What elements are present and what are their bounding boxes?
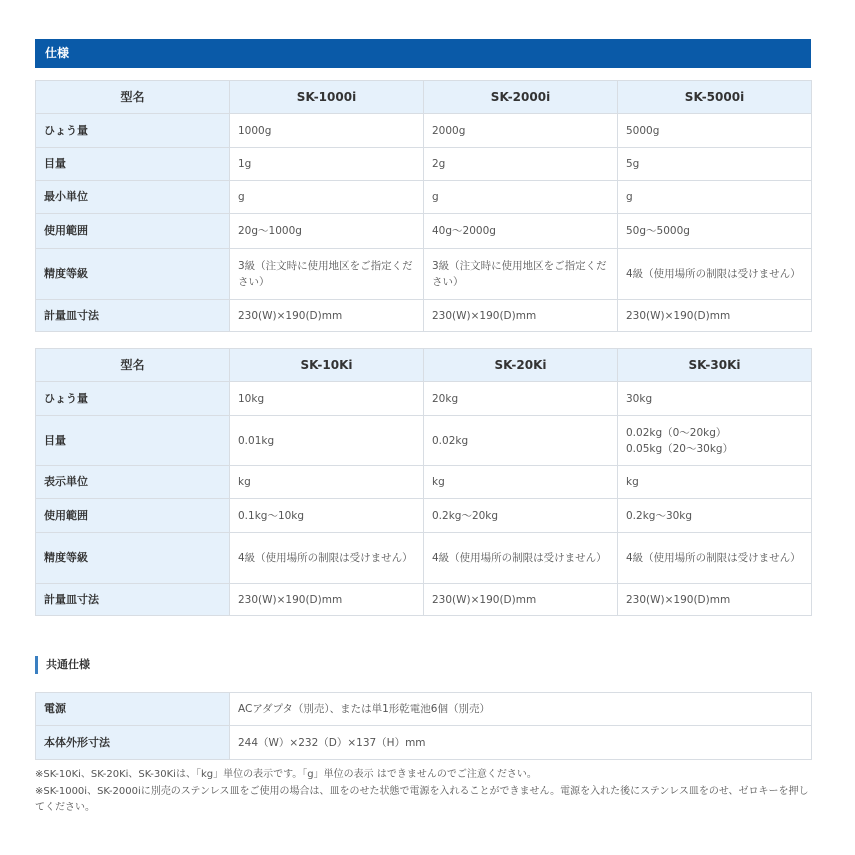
common-spec-table <box>35 692 812 760</box>
section-title: 仕様 <box>45 46 70 60</box>
row-label: 計量皿寸法 <box>36 584 230 616</box>
row-label: 目量 <box>36 416 230 466</box>
table-cell: 50g〜5000g <box>618 214 812 249</box>
table-cell: 1g <box>230 148 424 181</box>
common-spec-heading <box>35 656 90 674</box>
table-cell: 0.02kg <box>424 416 618 466</box>
row-label: 計量皿寸法 <box>36 300 230 332</box>
note-text: ※SK-1000i、SK-2000iに別売のステンレス皿をご使用の場合は、皿をのせた状態で電源を入れることができません。電源を入れた後にステンレス皿をのせ、ゼロキーを押してください。 <box>35 786 809 813</box>
table-cell: kg <box>230 466 424 499</box>
table-cell: 0.2kg〜30kg <box>618 499 812 533</box>
row-label: 使用範囲 <box>36 214 230 249</box>
table-cell: kg <box>424 466 618 499</box>
header-cell: SK-2000i <box>424 81 618 114</box>
header-cell: 型名 <box>36 349 230 382</box>
header-cell: SK-30Ki <box>618 349 812 382</box>
table-header-row <box>36 81 812 114</box>
table-row <box>36 693 812 726</box>
table-row <box>36 300 812 332</box>
table-cell: 1000g <box>230 114 424 148</box>
table-cell: 20g〜1000g <box>230 214 424 249</box>
table-cell: 0.2kg〜20kg <box>424 499 618 533</box>
table-cell: 3級（注文時に使用地区をご指定ください） <box>424 249 618 300</box>
table-row <box>36 584 812 616</box>
table-cell: 40g〜2000g <box>424 214 618 249</box>
table-row <box>36 148 812 181</box>
table-cell: 3級（注文時に使用地区をご指定ください） <box>230 249 424 300</box>
table-cell: ACアダプタ（別売）、または単1形乾電池6個（別売） <box>230 693 812 726</box>
table-cell: 10kg <box>230 382 424 416</box>
table-cell: 5000g <box>618 114 812 148</box>
header-cell: SK-10Ki <box>230 349 424 382</box>
table-row <box>36 466 812 499</box>
header-cell: 型名 <box>36 81 230 114</box>
table-cell: 0.01kg <box>230 416 424 466</box>
table-cell: 2g <box>424 148 618 181</box>
row-label: 表示単位 <box>36 466 230 499</box>
table-cell: 20kg <box>424 382 618 416</box>
table-header-row <box>36 349 812 382</box>
note-text: ※SK-10Ki、SK-20Ki、SK-30Kiは、「kg」単位の表示です。「g」単位の表示 はできませんのでご注意ください。 <box>35 769 537 780</box>
table-cell: 244（W）×232（D）×137（H）mm <box>230 726 812 760</box>
header-cell: SK-1000i <box>230 81 424 114</box>
header-cell: SK-5000i <box>618 81 812 114</box>
table-cell: 230(W)×190(D)mm <box>424 584 618 616</box>
row-label: 使用範囲 <box>36 499 230 533</box>
spec-table-2 <box>35 348 812 616</box>
table-cell: 230(W)×190(D)mm <box>230 300 424 332</box>
table-row <box>36 249 812 300</box>
table-row <box>36 726 812 760</box>
row-label: 精度等級 <box>36 533 230 584</box>
table-cell: 2000g <box>424 114 618 148</box>
table-row <box>36 181 812 214</box>
table-cell: 230(W)×190(D)mm <box>424 300 618 332</box>
table-cell: 4級（使用場所の制限は受けません） <box>618 533 812 584</box>
table-cell: kg <box>618 466 812 499</box>
table-cell: 30kg <box>618 382 812 416</box>
row-label: ひょう量 <box>36 382 230 416</box>
table-row <box>36 114 812 148</box>
table-cell: g <box>424 181 618 214</box>
row-label: 目量 <box>36 148 230 181</box>
row-label: 本体外形寸法 <box>36 726 230 760</box>
table-row <box>36 416 812 466</box>
row-label: 電源 <box>36 693 230 726</box>
table-cell: 4級（使用場所の制限は受けません） <box>424 533 618 584</box>
table-cell: 5g <box>618 148 812 181</box>
common-spec-title: 共通仕様 <box>46 658 90 671</box>
table-row <box>36 499 812 533</box>
table-cell: 0.02kg（0〜20kg） 0.05kg（20〜30kg） <box>618 416 812 466</box>
header-cell: SK-20Ki <box>424 349 618 382</box>
table-row <box>36 533 812 584</box>
table-cell: 230(W)×190(D)mm <box>230 584 424 616</box>
table-cell: 4級（使用場所の制限は受けません） <box>618 249 812 300</box>
row-label: ひょう量 <box>36 114 230 148</box>
row-label: 精度等級 <box>36 249 230 300</box>
table-row <box>36 382 812 416</box>
table-cell: g <box>230 181 424 214</box>
table-row <box>36 214 812 249</box>
table-cell: 230(W)×190(D)mm <box>618 300 812 332</box>
table-cell: 230(W)×190(D)mm <box>618 584 812 616</box>
table-cell: 0.1kg〜10kg <box>230 499 424 533</box>
row-label: 最小単位 <box>36 181 230 214</box>
table-cell: 4級（使用場所の制限は受けません） <box>230 533 424 584</box>
table-cell: g <box>618 181 812 214</box>
spec-table-1 <box>35 80 812 332</box>
section-header <box>35 39 811 68</box>
